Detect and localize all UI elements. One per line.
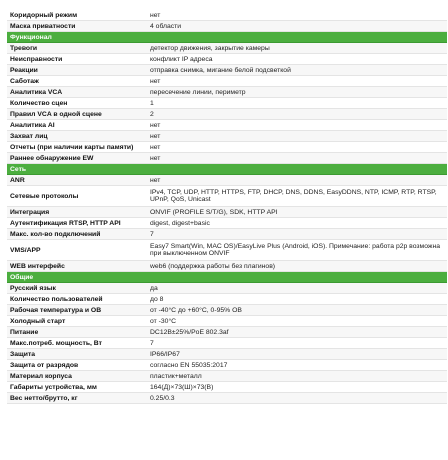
spec-table-body (7, 10, 447, 404)
table-row (7, 65, 447, 76)
spec-value: нет (147, 10, 447, 21)
spec-key: Количество пользователей (7, 294, 147, 305)
table-row (7, 360, 447, 371)
spec-key: Раннее обнаружение EW (7, 153, 147, 164)
spec-value: да (147, 283, 447, 294)
spec-key: Интеграция (7, 207, 147, 218)
table-row (7, 120, 447, 131)
spec-key: Коридорный режим (7, 10, 147, 21)
spec-value: 7 (147, 229, 447, 240)
table-row (7, 382, 447, 393)
table-row (7, 294, 447, 305)
spec-key: Аутентификация RTSP, HTTP API (7, 218, 147, 229)
table-row (7, 240, 447, 261)
spec-key: Габариты устройства, мм (7, 382, 147, 393)
section-header (7, 32, 447, 43)
section-title: Общие (7, 272, 447, 283)
spec-value: согласно EN 55035:2017 (147, 360, 447, 371)
spec-value: 4 области (147, 21, 447, 32)
table-row (7, 87, 447, 98)
table-row (7, 371, 447, 382)
spec-key: Отчеты (при наличии карты памяти) (7, 142, 147, 153)
table-row (7, 393, 447, 404)
spec-key: Макс. кол-во подключений (7, 229, 147, 240)
spec-value: конфликт IP адреса (147, 54, 447, 65)
spec-value: до 8 (147, 294, 447, 305)
spec-key: Маска приватности (7, 21, 147, 32)
spec-value: DC12В±25%/PoE 802.3af (147, 327, 447, 338)
table-row (7, 283, 447, 294)
spec-key: Правил VCA в одной сцене (7, 109, 147, 120)
table-row (7, 142, 447, 153)
spec-key: Захват лиц (7, 131, 147, 142)
section-header (7, 164, 447, 175)
spec-key: Рабочая температура и ОВ (7, 305, 147, 316)
spec-key: Защита (7, 349, 147, 360)
spec-value: 2 (147, 109, 447, 120)
spec-key: Русский язык (7, 283, 147, 294)
table-row (7, 186, 447, 207)
spec-value: digest, digest+basic (147, 218, 447, 229)
table-row (7, 261, 447, 272)
spec-key: Холодный старт (7, 316, 147, 327)
spec-key: Аналитика AI (7, 120, 147, 131)
spec-value: 0.25/0.3 (147, 393, 447, 404)
table-row (7, 218, 447, 229)
spec-value: от -30°С (147, 316, 447, 327)
table-row (7, 207, 447, 218)
spec-key: Саботаж (7, 76, 147, 87)
spec-value: пересечение линии, периметр (147, 87, 447, 98)
table-row (7, 316, 447, 327)
table-row (7, 131, 447, 142)
table-row (7, 98, 447, 109)
spec-value: нет (147, 120, 447, 131)
spec-value: нет (147, 142, 447, 153)
spec-value: 1 (147, 98, 447, 109)
spec-key: VMS/APP (7, 240, 147, 261)
spec-value: IP66/IP67 (147, 349, 447, 360)
table-row (7, 338, 447, 349)
spec-value: нет (147, 153, 447, 164)
table-row (7, 327, 447, 338)
spec-key: Тревоги (7, 43, 147, 54)
spec-table (7, 10, 447, 404)
spec-key: Реакции (7, 65, 147, 76)
spec-value: отправка снимка, мигание белой подсветкой (147, 65, 447, 76)
table-row (7, 305, 447, 316)
spec-value: нет (147, 175, 447, 186)
spec-value: 164(Д)×73(Ш)×73(В) (147, 382, 447, 393)
spec-value: Easy7 Smart(Win, MAC OS)/EasyLive Plus (Android, iOS). Примечание: работа p2p возможна при выключенном ONVIF (147, 240, 447, 261)
spec-value: ONVIF (PROFILE S/T/G), SDK, HTTP API (147, 207, 447, 218)
section-title: Сеть (7, 164, 447, 175)
spec-value: детектор движения, закрытие камеры (147, 43, 447, 54)
spec-key: ANR (7, 175, 147, 186)
spec-key: Защита от разрядов (7, 360, 147, 371)
table-row (7, 21, 447, 32)
spec-key: WEB интерфейс (7, 261, 147, 272)
spec-key: Питание (7, 327, 147, 338)
table-row (7, 349, 447, 360)
spec-sheet (7, 10, 447, 404)
spec-key: Макс.потреб. мощность, Вт (7, 338, 147, 349)
section-title: Функционал (7, 32, 447, 43)
spec-key: Аналитика VCA (7, 87, 147, 98)
table-row (7, 229, 447, 240)
spec-key: Неисправности (7, 54, 147, 65)
table-row (7, 43, 447, 54)
spec-key: Количество сцен (7, 98, 147, 109)
table-row (7, 54, 447, 65)
table-row (7, 175, 447, 186)
spec-value: нет (147, 131, 447, 142)
table-row (7, 153, 447, 164)
spec-value: IPv4, TCP, UDP, HTTP, HTTPS, FTP, DHCP, DNS, DDNS, EasyDDNS, NTP, ICMP, RTP, RTSP, UPnP, QoS, Unicast (147, 186, 447, 207)
spec-value: нет (147, 76, 447, 87)
section-header (7, 272, 447, 283)
table-row (7, 109, 447, 120)
table-row (7, 76, 447, 87)
spec-key: Материал корпуса (7, 371, 147, 382)
table-row (7, 10, 447, 21)
spec-value: 7 (147, 338, 447, 349)
spec-key: Сетевые протоколы (7, 186, 147, 207)
spec-value: пластик+металл (147, 371, 447, 382)
spec-key: Вес нетто/брутто, кг (7, 393, 147, 404)
spec-value: от -40°С до +60°С, 0-95% ОВ (147, 305, 447, 316)
spec-value: web6 (поддержка работы без плагинов) (147, 261, 447, 272)
